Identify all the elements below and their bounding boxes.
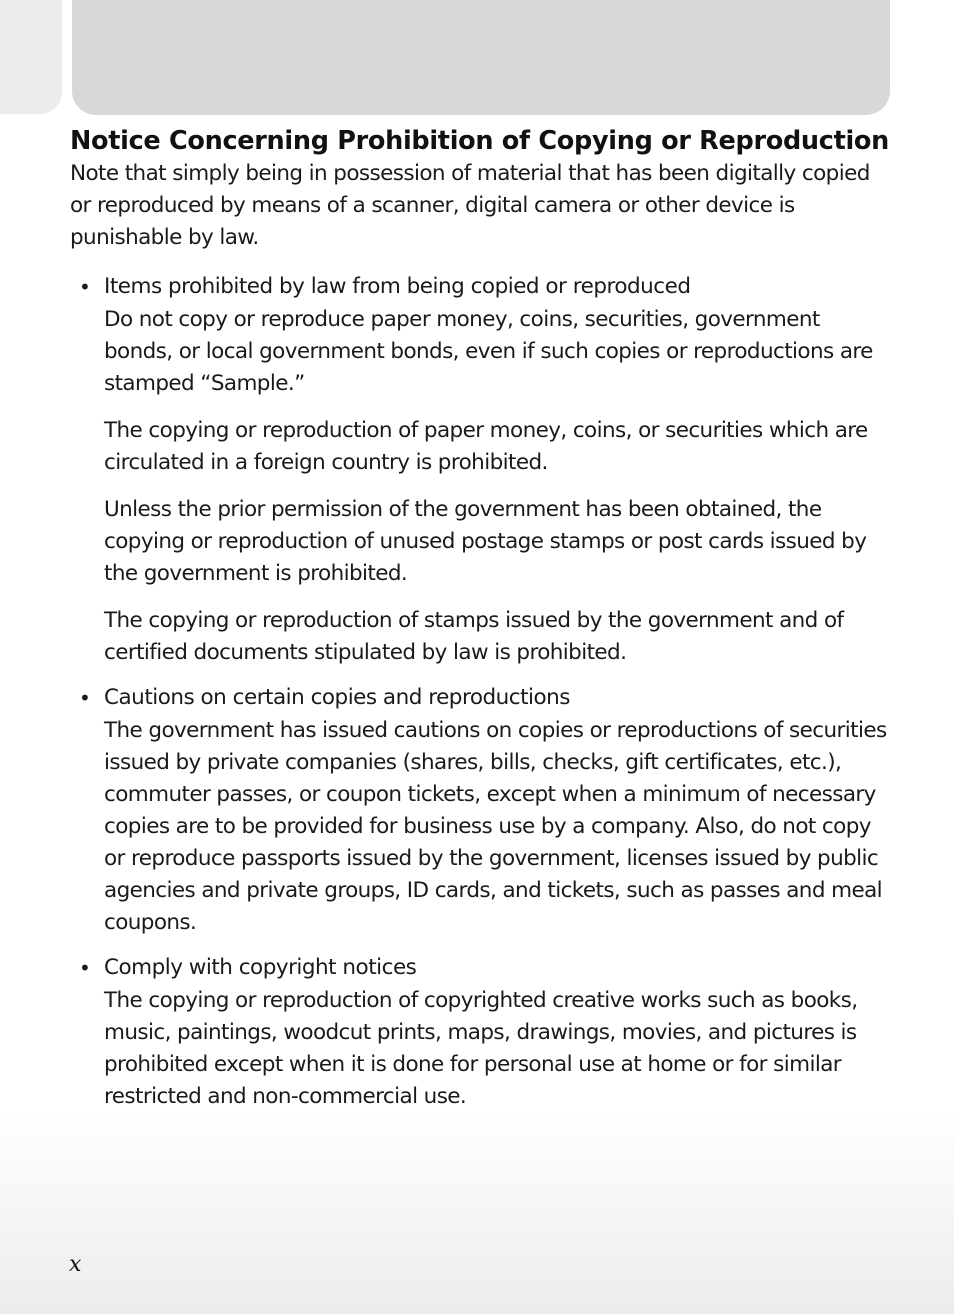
bullet-marker: •: [79, 275, 91, 299]
intro-paragraph: Note that simply being in possession of material that has been digitally copied or reproduced by means of a scanner, digital camera or other device is punishable by law.: [70, 161, 870, 250]
left-tab: [0, 0, 62, 114]
page-title: Notice Concerning Prohibition of Copying or Reproduction: [70, 126, 889, 156]
section-paragraph: The government has issued cautions on copies or reproductions of securities issued by private companies (shares, bills, checks, gift certificates, etc.), commuter passes, or coupon tickets, except when a minimum of necessary copies are to be provided for business use by a company. Also, do not copy or reproduce passports issued by the government, licenses issued by public agencies and private groups, ID cards, and tickets, such as passes and meal coupons.: [104, 718, 887, 935]
section-prohibited-items: [70, 270, 890, 669]
bullet-marker: •: [79, 956, 91, 980]
section-cautions: [70, 681, 890, 939]
section-heading: Cautions on certain copies and reproductions: [104, 685, 570, 710]
section-copyright: [70, 951, 890, 1113]
section-paragraph: The copying or reproduction of copyrighted creative works such as books, music, paintings, woodcut prints, maps, drawings, movies, and pictures is prohibited except when it is done for personal use at home or for similar restricted and non-commercial use.: [104, 988, 858, 1109]
notice-content: [70, 124, 890, 1125]
section-paragraph: The copying or reproduction of paper money, coins, or securities which are circulated in a foreign country is prohibited.: [104, 418, 868, 475]
section-heading: Comply with copyright notices: [104, 955, 417, 980]
section-heading: Items prohibited by law from being copied or reproduced: [104, 274, 691, 299]
section-paragraph: Unless the prior permission of the government has been obtained, the copying or reproduction of unused postage stamps or post cards issued by the government is prohibited.: [104, 497, 867, 586]
section-paragraph: The copying or reproduction of stamps issued by the government and of certified documents stipulated by law is prohibited.: [104, 608, 844, 665]
page-number: x: [69, 1252, 82, 1277]
section-paragraph: Do not copy or reproduce paper money, coins, securities, government bonds, or local government bonds, even if such copies or reproductions are stamped “Sample.”: [104, 307, 873, 396]
bullet-marker: •: [79, 686, 91, 710]
header-bar: [72, 0, 890, 115]
